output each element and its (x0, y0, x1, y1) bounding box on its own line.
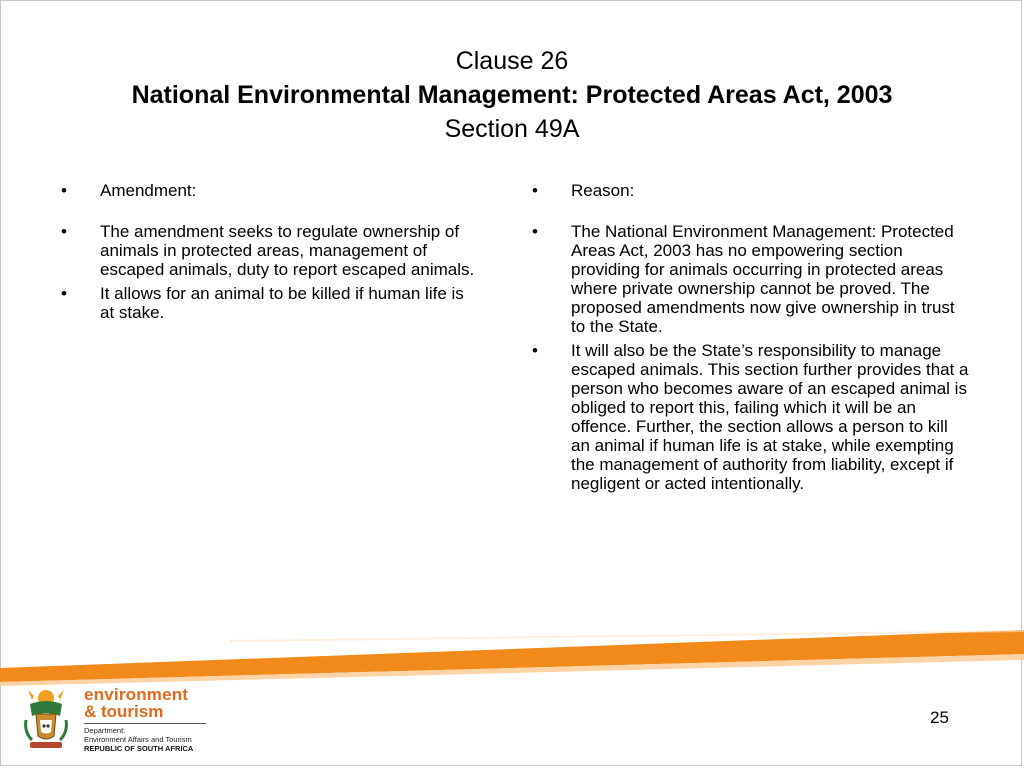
logo-department (84, 726, 192, 744)
bullet-icon: • (532, 341, 538, 360)
department-logo (20, 686, 220, 756)
list-item (529, 222, 969, 336)
amendment-column (58, 181, 482, 327)
title-clause: Clause 26 (455, 47, 569, 75)
reason-text: The National Environment Management: Protected Areas Act, 2003 has no empowering section providing for animals occurring in protected areas where private ownership cannot be proved. The proposed amendments now give ownership in trust to the State. (571, 222, 955, 336)
bullet-icon: • (61, 181, 67, 200)
logo-wordmark-tourism: & tourism (84, 702, 164, 721)
coat-of-arms-icon (20, 686, 72, 754)
title-section: Section 49A (444, 115, 580, 143)
title-act: National Environmental Management: Protected Areas Act, 2003 (131, 81, 893, 109)
logo-wordmark-environment: environment (84, 685, 189, 704)
bullet-icon: • (532, 181, 538, 200)
list-item (529, 341, 969, 493)
reason-column (529, 181, 969, 498)
orange-swoosh-band (0, 630, 1024, 686)
list-item (529, 181, 969, 200)
amendment-text: The amendment seeks to regulate ownership of animals in protected areas, management of escaped animals, duty to report escaped animals. (100, 222, 475, 279)
logo-divider (84, 723, 206, 724)
bullet-icon: • (532, 222, 538, 241)
reason-text: It will also be the State’s responsibility to manage escaped animals. This section further provides that a person who becomes aware of an escaped animal is obliged to report this, failing which it will be an offence. Further, the section allows a person to kill an animal if human life is at stake, while exempting the management of authority from liability, except if negligent or acted intentionally. (571, 341, 969, 493)
bullet-icon: • (61, 284, 67, 303)
logo-country: REPUBLIC OF SOUTH AFRICA (84, 744, 194, 753)
slide-title (0, 44, 1024, 146)
reason-heading: Reason: (571, 181, 635, 200)
reason-list (529, 181, 969, 493)
amendment-heading: Amendment: (100, 181, 197, 200)
list-item (58, 222, 482, 279)
list-item (58, 181, 482, 200)
page-number: 25 (930, 708, 949, 727)
bullet-icon: • (61, 222, 67, 241)
logo-department-label: Department: (84, 726, 126, 735)
list-item (58, 284, 482, 322)
amendment-list (58, 181, 482, 322)
logo-department-name: Environment Affairs and Tourism (84, 735, 192, 744)
amendment-text: It allows for an animal to be killed if human life is at stake. (100, 284, 464, 322)
